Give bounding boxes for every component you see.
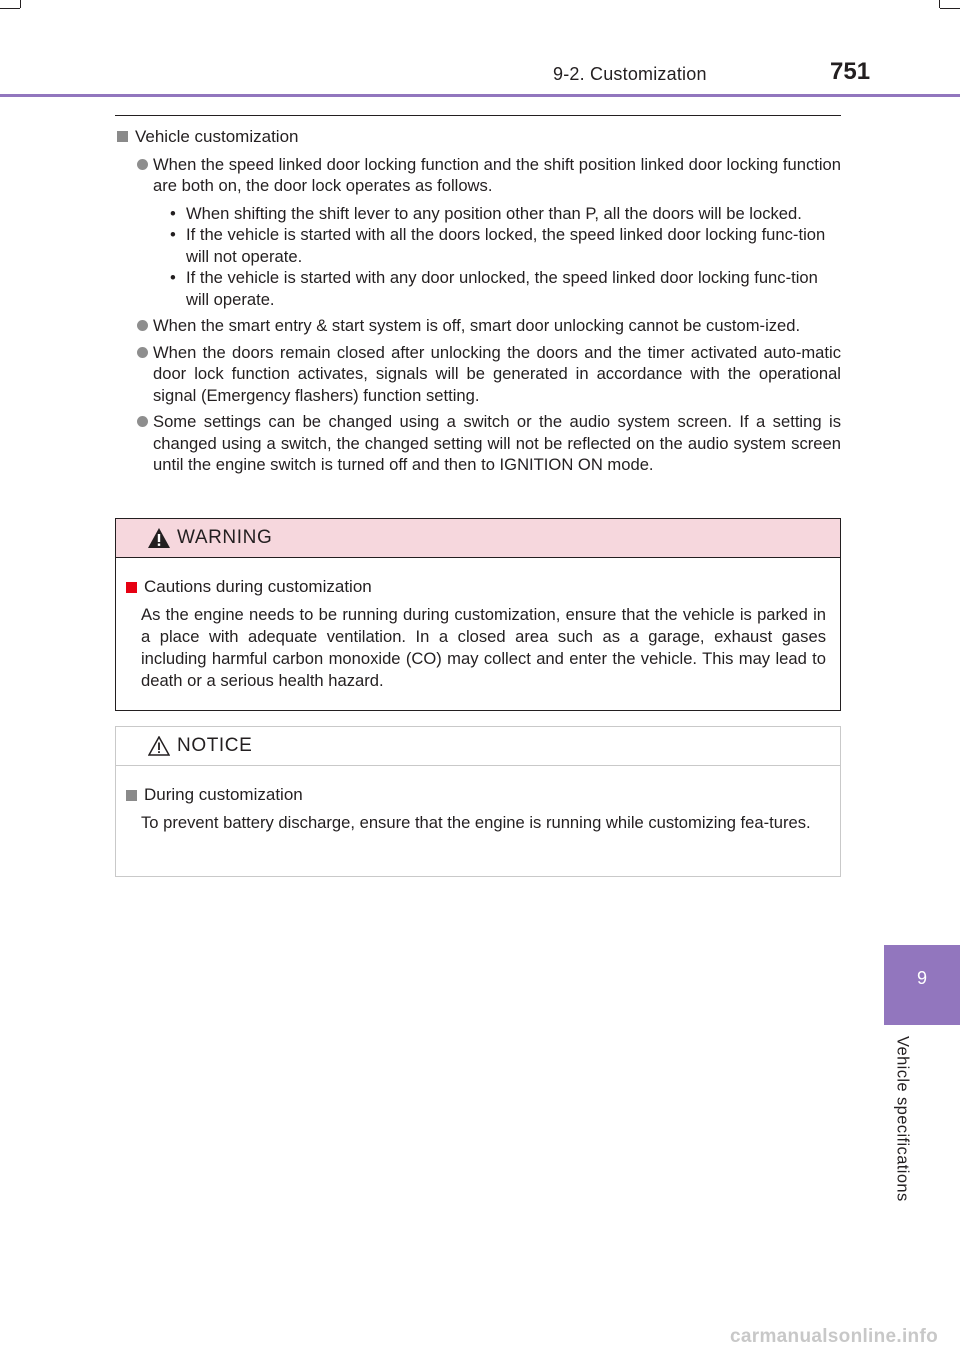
watermark: carmanualsonline.info <box>730 1326 938 1347</box>
section-heading <box>115 126 841 148</box>
circle-bullet-icon <box>137 347 148 358</box>
notice-heading-label: During customization <box>144 785 303 804</box>
sub-item-text: If the vehicle is started with any door unlocked, the speed linked door locking func-tion will operate. <box>186 268 818 309</box>
notice-heading <box>126 784 826 806</box>
square-bullet-icon <box>126 582 137 593</box>
list-item <box>115 411 841 476</box>
section-title: 9-2. Customization <box>553 64 707 84</box>
notice-box <box>115 726 841 877</box>
crop-mark <box>0 8 20 9</box>
notice-header <box>116 727 840 766</box>
bullet-text: When the speed linked door locking function and the shift position linked door locking function are both on, the door lock operates as follows. <box>153 154 841 195</box>
warning-title: WARNING <box>177 527 273 548</box>
sub-list <box>115 203 841 311</box>
header-rule <box>0 94 960 97</box>
sub-list-item <box>170 267 841 310</box>
dot-marker-icon: • <box>170 203 176 223</box>
notice-text: To prevent battery discharge, ensure that the engine is running while customizing fea-tures. <box>141 813 811 832</box>
list-item <box>115 342 841 407</box>
chapter-tab[interactable] <box>884 945 960 1025</box>
dot-marker-icon: • <box>170 268 176 287</box>
dot-marker-icon: • <box>170 225 176 244</box>
bullet-text: When the doors remain closed after unlocking the doors and the timer activated auto-matic door lock function activates, signals will be generated in accordance with the operational signal (Emergency flashers) function setting. <box>153 342 841 405</box>
circle-bullet-icon <box>137 320 148 331</box>
warning-icon <box>148 528 170 548</box>
list-item <box>115 154 841 197</box>
chapter-number: 9 <box>916 968 927 988</box>
notice-icon <box>148 736 170 756</box>
warning-body <box>116 558 840 692</box>
list-item <box>115 315 841 337</box>
circle-bullet-icon <box>137 416 148 427</box>
content-rule <box>115 115 841 116</box>
crop-mark <box>940 8 960 9</box>
bullet-text: When the smart entry & start system is off, smart door unlocking cannot be custom-ized. <box>153 316 801 335</box>
notice-body <box>116 766 840 834</box>
square-bullet-icon <box>117 131 128 142</box>
page-number: 751 <box>830 58 871 85</box>
sub-item-text: If the vehicle is started with all the doors locked, the speed linked door locking func-tion will not operate. <box>186 225 826 266</box>
sub-list-item <box>170 224 841 267</box>
chapter-label-text: Vehicle specifications <box>893 1036 912 1202</box>
sub-item-text: When shifting the shift lever to any position other than P, all the doors will be locked. <box>186 203 802 223</box>
warning-header <box>116 519 840 558</box>
sub-list-item <box>170 203 841 225</box>
crop-mark <box>939 0 940 8</box>
warning-heading-label: Cautions during customization <box>144 577 372 596</box>
notice-title: NOTICE <box>177 735 253 756</box>
warning-box <box>115 518 841 711</box>
warning-heading <box>126 576 826 598</box>
heading-label: Vehicle customization <box>135 127 299 146</box>
circle-bullet-icon <box>137 159 148 170</box>
square-bullet-icon <box>126 790 137 801</box>
bullet-text: Some settings can be changed using a switch or the audio system screen. If a setting is changed using a switch, the changed setting will not be reflected on the audio system screen until the engine switch is turned off and then to IGNITION ON mode. <box>153 412 841 474</box>
vehicle-customization-section <box>115 126 841 481</box>
crop-mark <box>20 0 21 8</box>
chapter-label <box>890 1036 914 1226</box>
warning-text: As the engine needs to be running during customization, ensure that the vehicle is parked in a place with adequate ventilation. In a closed area such as a garage, exhaust gases including harmful carbon monoxide (CO) may collect and enter the vehicle. This may lead to death or a serious health hazard. <box>141 605 826 690</box>
